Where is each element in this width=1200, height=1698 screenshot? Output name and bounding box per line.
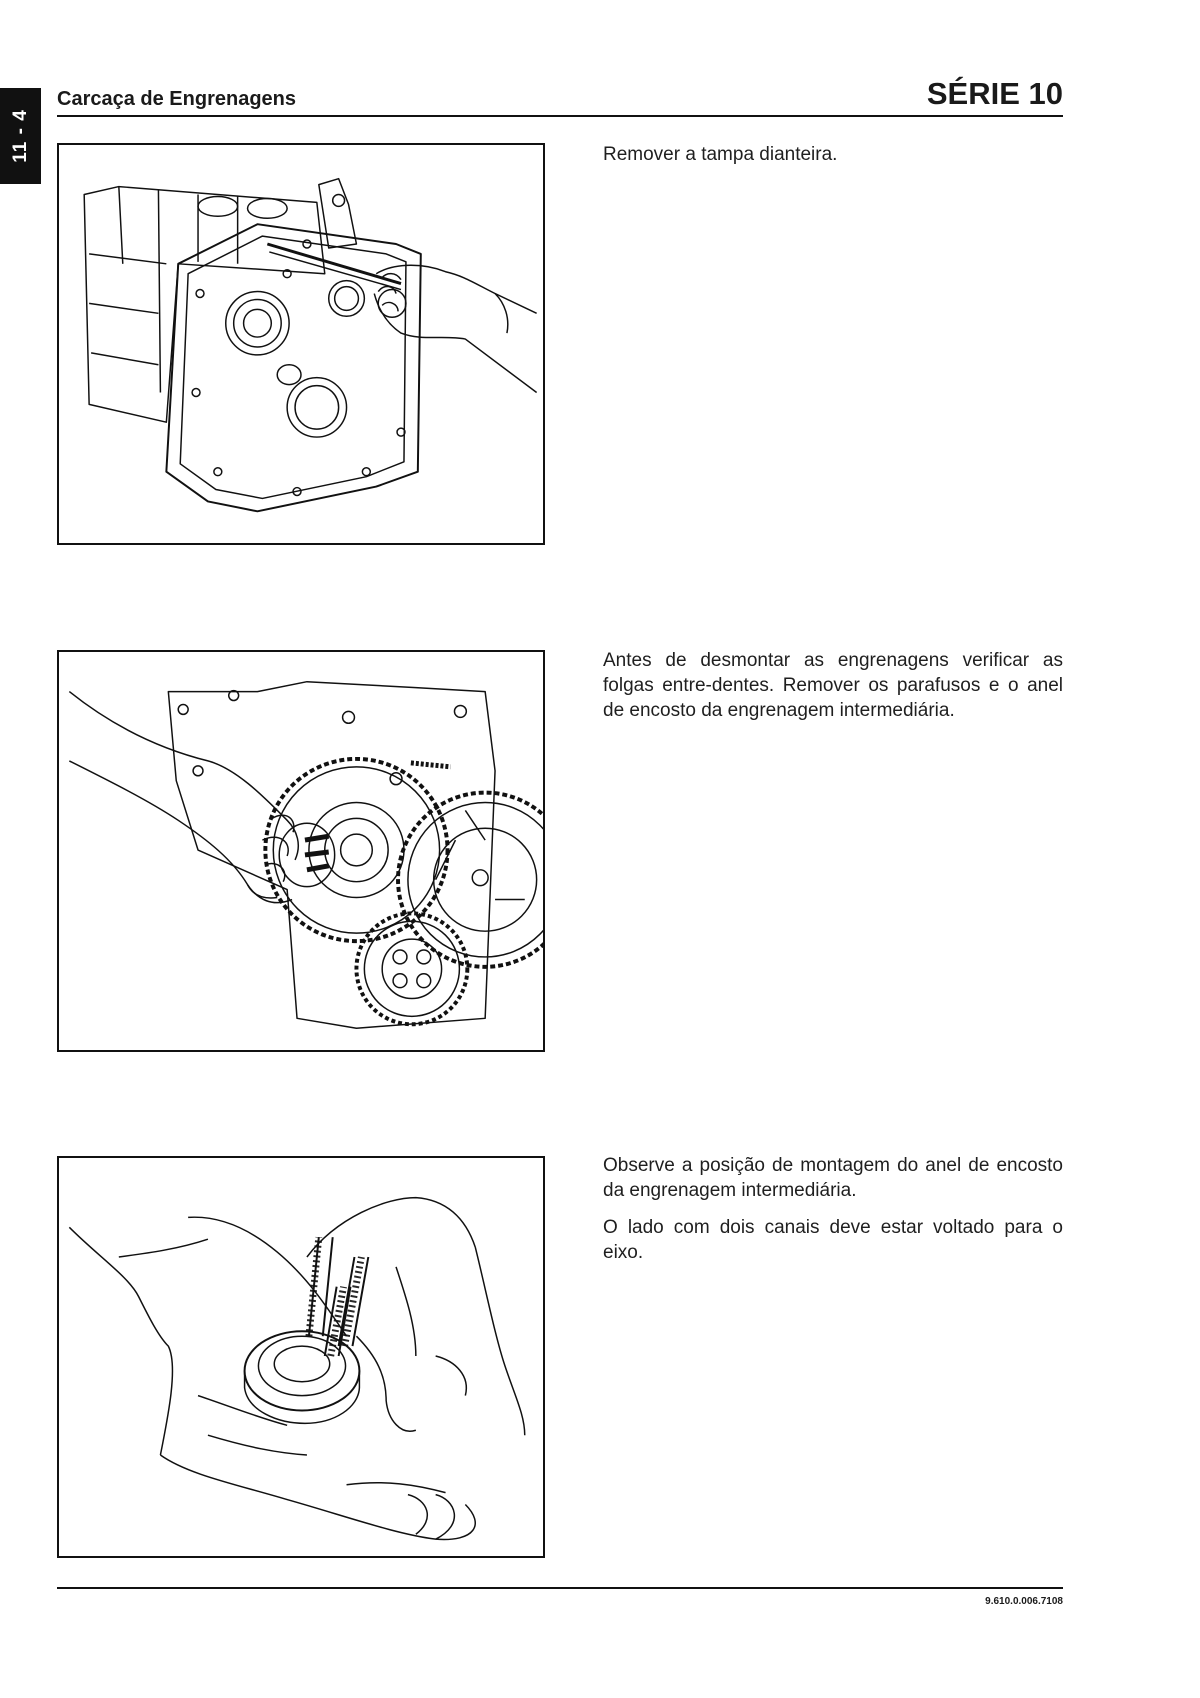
section-tab-label: 11 - 4 [9,109,31,163]
footer-divider [57,1587,1063,1589]
figure-thrust-ring-in-hand [57,1156,545,1558]
step-2-text [603,648,1063,735]
header-divider [57,115,1063,117]
page-title: Carcaça de Engrenagens [57,88,296,110]
step-2-paragraph-1: Antes de desmontar as engrenagens verificar as folgas entre-dentes. Remover os parafusos e o anel de encosto da engrenagem intermediária. [603,650,1063,721]
document-code: 9.610.0.006.7108 [985,1596,1063,1607]
thrust-ring-in-hand-illustration [59,1158,543,1556]
step-1-paragraph-1: Remover a tampa dianteira. [603,144,838,165]
section-tab [0,88,41,184]
step-3-paragraph-1: Observe a posição de montagem do anel de encosto da engrenagem intermediária. [603,1155,1063,1201]
engine-front-cover-removal-illustration [59,145,543,543]
step-3-text [603,1153,1063,1277]
idler-gear-bolts-removal-illustration [59,652,543,1050]
figure-idler-gear-bolts-removal [57,650,545,1052]
step-3-paragraph-2: O lado com dois canais deve estar voltado para o eixo. [603,1217,1063,1263]
figure-front-cover-removal [57,143,545,545]
series-label: SÉRIE 10 [926,76,1063,111]
step-1-text [603,142,1063,179]
